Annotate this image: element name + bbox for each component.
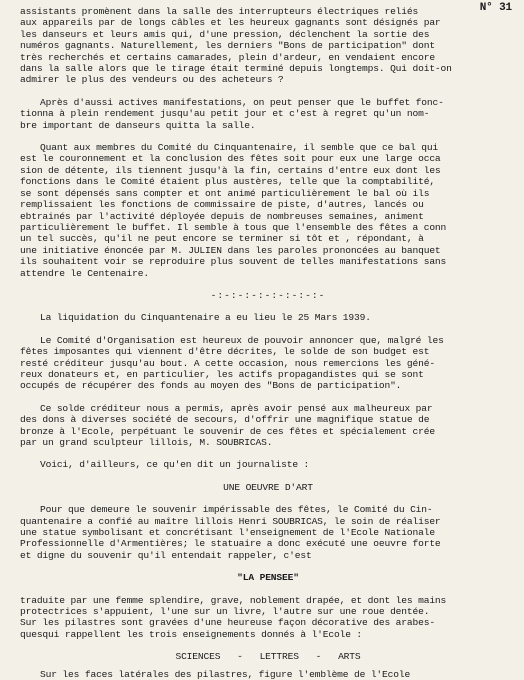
text-line: admirer le plus des vendeurs ou des acheteurs ? xyxy=(20,74,284,86)
text-line: tionna à plein rendement jusqu'au petit jour et c'est à regret qu'un nom- xyxy=(20,108,430,120)
text-line: Pour que demeure le souvenir impérissable des fêtes, le Comité du Cin- xyxy=(40,504,433,516)
paragraph-3 xyxy=(20,142,516,279)
text-line: occupés de récupérer des fonds au moyen des "Bons de participation". xyxy=(20,380,402,392)
text-line: bronze à l'Ecole, perpétuant le souvenir de ces fêtes et spécialement crée xyxy=(20,425,435,437)
text-line: particulièrement le buffet. Il semble à tous que l'ensemble des fêtes a conn xyxy=(20,221,447,233)
paragraph-5 xyxy=(20,335,516,392)
heading-sciences-lettres-arts: SCIENCES - LETTRES - ARTS xyxy=(175,651,361,663)
heading-la-pensee: "LA PENSEE" xyxy=(237,572,299,584)
text-line: une statue symbolisant et concrétisant l'enseignement de l'Ecole Nationale xyxy=(20,527,435,539)
text-line: ils souhaitent voir se reproduire plus souvent de telles manifestations sans xyxy=(20,256,447,268)
liquidation-line: La liquidation du Cinquantenaire a eu lieu le 25 Mars 1939. xyxy=(40,312,371,324)
paragraph-8 xyxy=(20,504,516,561)
text-line: une initiative énoncée par M. JULIEN dans les paroles prononcées au banquet xyxy=(20,244,441,256)
text-line: Le Comité d'Organisation est heureux de pouvoir annoncer que, malgré les xyxy=(40,334,444,346)
section-separator: -:-:-:-:-:-:-:-:- xyxy=(210,289,326,301)
text-line: bre important de danseurs quitta la salle. xyxy=(20,119,256,131)
text-line: attendre le Centenaire. xyxy=(20,267,149,279)
text-line: se sont dépensés sans compter et ont animé particulièrement le bal où ils xyxy=(20,187,430,199)
text-line: sion de détente, ils tiennent jusqu'à la fin, certains d'entre eux dont les xyxy=(20,164,441,176)
paragraph-1 xyxy=(20,6,516,86)
text-line: aux appareils par de longs câbles et les heureux gagnants sont désignés par xyxy=(20,17,441,29)
text-line: des dons à diverses société de secours, d'offrir une magnifique statue de xyxy=(20,414,430,426)
text-line: et digne du souvenir qu'il entendait rappeler, c'est xyxy=(20,549,312,561)
text-line: remplissaient les fonctions de commissaire de piste, d'autres, lancés ou xyxy=(20,199,424,211)
text-line: assistants promènent dans la salle des interrupteurs électriques reliés xyxy=(20,6,419,17)
text-line: Après d'aussi actives manifestations, on peut penser que le buffet fonc- xyxy=(40,96,444,108)
paragraph-2 xyxy=(20,97,516,131)
journalist-intro: Voici, d'ailleurs, ce qu'en dit un journaliste : xyxy=(40,459,310,471)
text-line: dans la salle alors que le tirage était terminé depuis longtemps. Qui doit-on xyxy=(20,63,452,75)
text-line: traduite par une femme splendire, grave, noblement drapée, et dont les mains xyxy=(20,594,447,606)
text-line: Quant aux membres du Comité du Cinquantenaire, il semble que ce bal qui xyxy=(40,142,439,154)
heading-oeuvre-d-art: UNE OEUVRE D'ART xyxy=(223,481,313,493)
text-line: un tel succès, qu'il ne peut encore se terminer si tôt et , répondant, à xyxy=(20,233,424,245)
paragraph-9 xyxy=(20,595,516,641)
text-line: les danseurs et leurs amis qui, d'une pression, déclenchent la sortie des xyxy=(20,28,430,40)
text-line: est le couronnement et la conclusion des fêtes soit pour eux une large occa xyxy=(20,153,441,165)
text-line: resté créditeur jusqu'au bout. A cette occasion, nous remercions les géné- xyxy=(20,357,435,369)
text-line: fêtes imposantes qui viennent d'être décrites, le solde de son budget est xyxy=(20,346,430,358)
text-line: par un grand sculpteur lillois, M. SOUBRICAS. xyxy=(20,437,273,448)
text-line: fonctions dans le Comité étaient plus austères, telle que la comptabilité, xyxy=(20,176,435,188)
text-line: quantenaire a confié au maître lillois Henri SOUBRICAS, le soin de réaliser xyxy=(20,515,441,527)
text-line: Sur les pilastres sont gravées d'une heureuse façon décorative des arabes- xyxy=(20,617,435,629)
text-line: Sur les faces latérales des pilastres, figure l'emblème de l'Ecole xyxy=(40,668,411,680)
text-line: quesqui rappellent les trois enseignements donnés à l'Ecole : xyxy=(20,628,363,640)
text-line: reux donateurs et, en particulier, les actifs propagandistes qui se sont xyxy=(20,368,424,380)
text-line: Ce solde créditeur nous a permis, après avoir pensé aux malheureux par xyxy=(40,402,433,414)
text-line: numéros gagnants. Naturellement, les derniers "Bons de participation" dont xyxy=(20,40,435,52)
page-number: N° 31 xyxy=(479,2,512,14)
paragraph-6 xyxy=(20,403,516,449)
text-line: ebtrainés par l'activité déployée depuis de nombreuses semaines, animent xyxy=(20,210,424,222)
text-line: très recherchés et certains camarades, plein d'ardeur, en vendaient encore xyxy=(20,51,435,63)
text-line: Professionnelle d'Armentières; le statuaire a donc exécuté une oeuvre forte xyxy=(20,538,441,550)
text-line: protectrices s'appuient, l'une sur un livre, l'autre sur une roue dentée. xyxy=(20,606,430,618)
